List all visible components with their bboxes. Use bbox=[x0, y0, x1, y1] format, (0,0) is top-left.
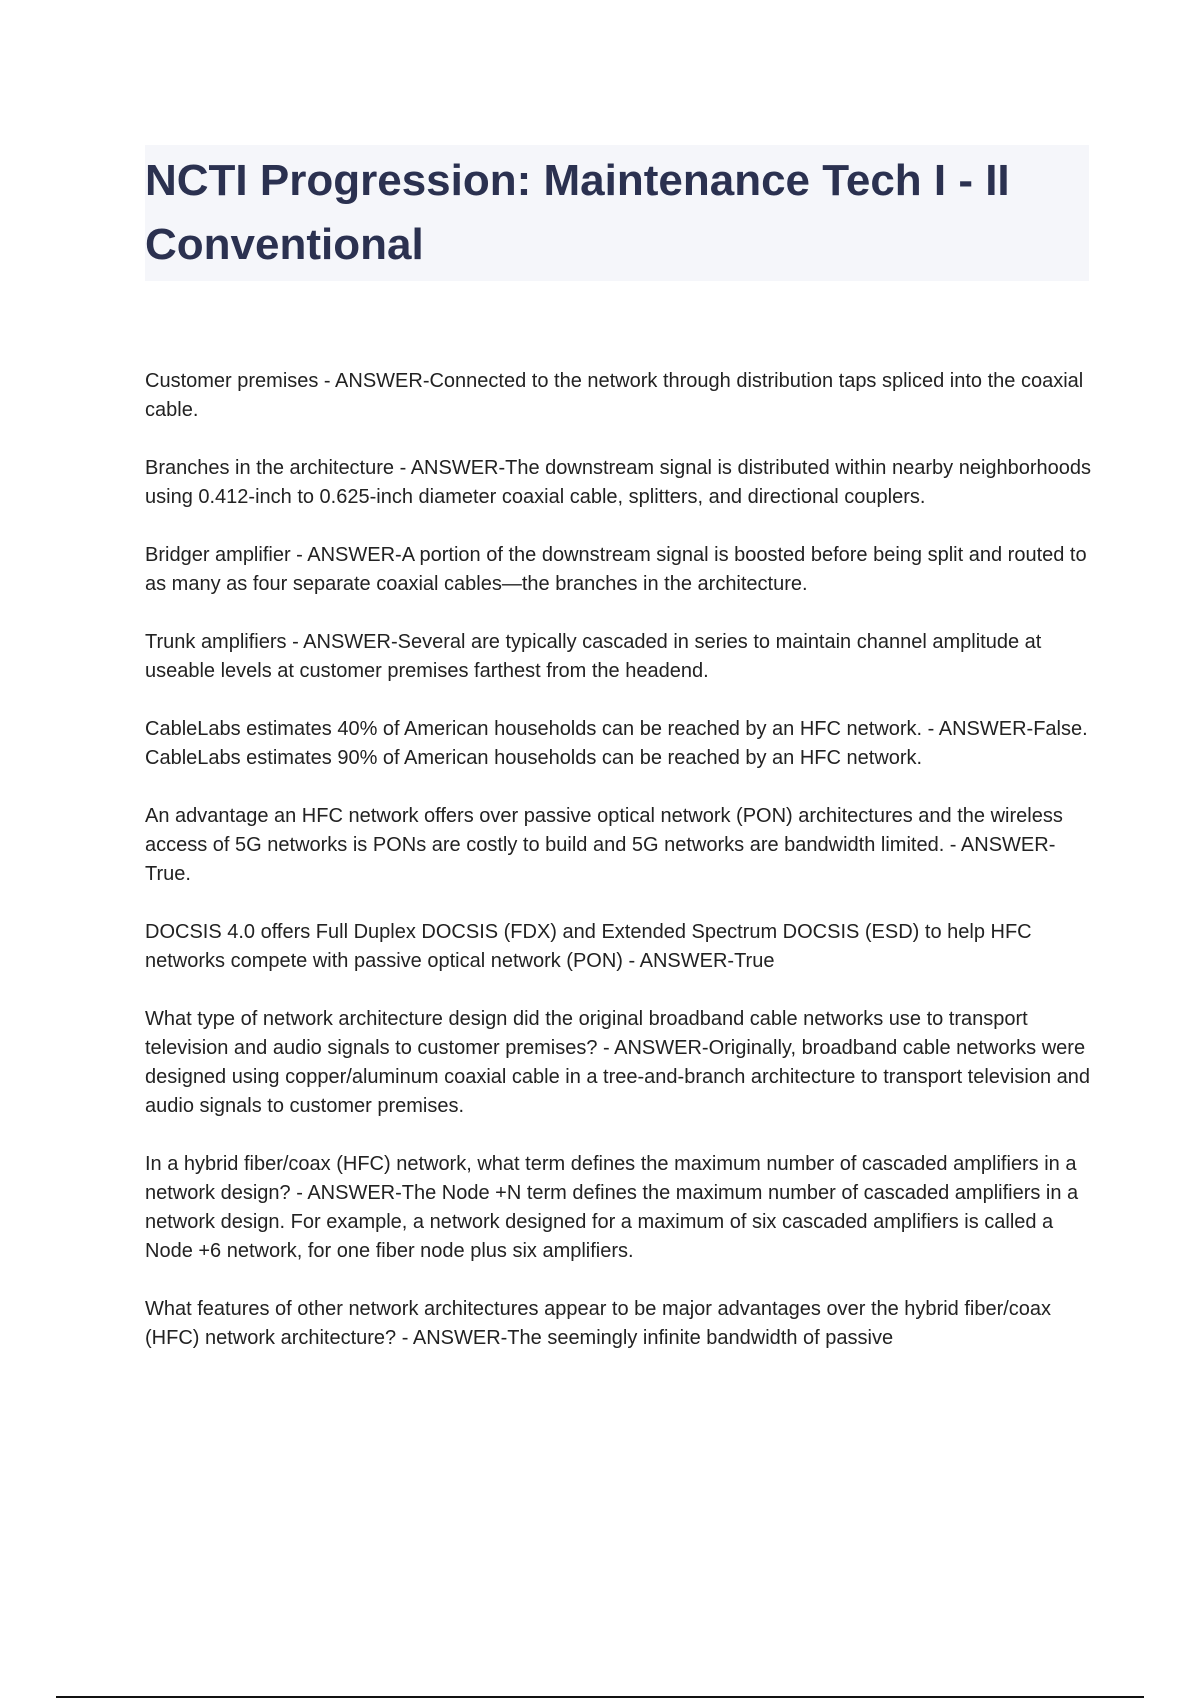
qa-item-10 bbox=[145, 1295, 1095, 1353]
qa-item-7 bbox=[145, 918, 1095, 976]
qa-text: Branches in the architecture - ANSWER-The downstream signal is distributed within nearby neighborhoods using 0.412-inch to 0.625-inch diameter coaxial cable, splitters, and directional couplers. bbox=[145, 457, 1092, 508]
qa-text: CableLabs estimates 40% of American households can be reached by an HFC network. - ANSWER-False. bbox=[145, 718, 1088, 740]
qa-item-8 bbox=[145, 1005, 1095, 1121]
qa-item-2 bbox=[145, 454, 1095, 512]
page-title: NCTI Progression: Maintenance Tech I - II Conventional bbox=[145, 156, 1010, 269]
qa-item-1 bbox=[145, 367, 1095, 425]
qa-text: DOCSIS 4.0 offers Full Duplex DOCSIS (FDX) and Extended Spectrum DOCSIS (ESD) to help HFC networks compete with passive optical network (PON) - ANSWER-True bbox=[145, 921, 1032, 972]
title-block bbox=[145, 145, 1089, 281]
page-bottom-rule bbox=[56, 1696, 1144, 1698]
qa-text: Trunk amplifiers - ANSWER-Several are typically cascaded in series to maintain channel amplitude at useable levels at customer premises farthest from the headend. bbox=[145, 631, 1042, 682]
qa-text-continued: CableLabs estimates 90% of American households can be reached by an HFC network. bbox=[145, 747, 923, 769]
qa-text: Bridger amplifier - ANSWER-A portion of the downstream signal is boosted before being split and routed to as many as four separate coaxial cables—the branches in the architecture. bbox=[145, 544, 1087, 595]
qa-text: In a hybrid fiber/coax (HFC) network, what term defines the maximum number of cascaded amplifiers in a network design? - ANSWER-The Node +N term defines the maximum number of cascaded amplifiers in a network design. For example, a network designed for a maximum of six cascaded amplifiers is called a Node +6 network, for one fiber node plus six amplifiers. bbox=[145, 1153, 1079, 1262]
qa-text: An advantage an HFC network offers over passive optical network (PON) architectures and the wireless access of 5G networks is PONs are costly to build and 5G networks are bandwidth limited. - ANSWER-True. bbox=[145, 805, 1063, 885]
qa-item-9 bbox=[145, 1150, 1095, 1266]
qa-item-3 bbox=[145, 541, 1095, 599]
qa-text: What features of other network architectures appear to be major advantages over the hybrid fiber/coax (HFC) network architecture? - ANSWER-The seemingly infinite bandwidth of passive bbox=[145, 1298, 1052, 1349]
qa-text: What type of network architecture design did the original broadband cable networks use to transport television and audio signals to customer premises? - ANSWER-Originally, broadband cable networks were designed using copper/aluminum coaxial cable in a tree-and-branch architecture to transport television and audio signals to customer premises. bbox=[145, 1008, 1090, 1117]
qa-item-6 bbox=[145, 802, 1095, 889]
qa-text: Customer premises - ANSWER-Connected to the network through distribution taps spliced into the coaxial cable. bbox=[145, 370, 1084, 421]
qa-item-4 bbox=[145, 628, 1095, 686]
qa-item-5 bbox=[145, 715, 1095, 773]
qa-list bbox=[145, 367, 1095, 1382]
